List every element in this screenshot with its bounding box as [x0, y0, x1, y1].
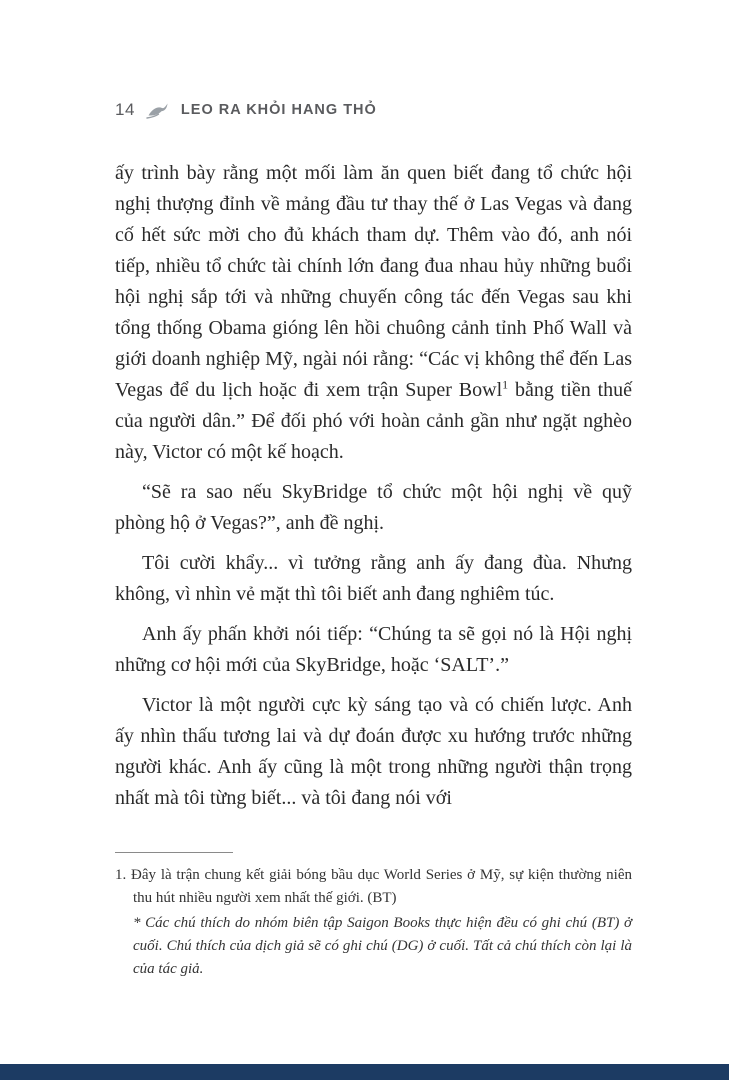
paragraph	[115, 158, 632, 468]
paragraph-text: Anh ấy phấn khởi nói tiếp: “Chúng ta sẽ gọi nó là Hội nghị những cơ hội mới của SkyBridge, hoặc ‘SALT’.”	[115, 623, 632, 676]
footnote: 1. Đây là trận chung kết giải bóng bầu dục World Series ở Mỹ, sự kiện thường niên thu hút nhiều người xem nhất thế giới. (BT)	[115, 867, 632, 906]
page-number: 14	[115, 100, 135, 119]
running-head-title: LEO RA KHỎI HANG THỎ	[180, 102, 377, 118]
paragraph-text: Tôi cười khẩy... vì tưởng rằng anh ấy đang đùa. Nhưng không, vì nhìn vẻ mặt thì tôi biết anh đang nghiêm túc.	[115, 552, 632, 605]
paragraph	[115, 619, 632, 681]
page-header	[115, 100, 630, 120]
footnotes-section	[115, 852, 632, 983]
paragraph-text: bằng tiền thuế của người dân.” Để đối phó với hoàn cảnh gần như ngặt nghèo này, Victor có một kế hoạch.	[115, 379, 632, 463]
footnote-list	[115, 864, 632, 981]
paragraph	[115, 690, 632, 814]
paragraph-text: “Sẽ ra sao nếu SkyBridge tổ chức một hội nghị về quỹ phòng hộ ở Vegas?”, anh đề nghị.	[115, 481, 632, 534]
paragraph	[115, 548, 632, 610]
paragraph-text: ấy trình bày rằng một mối làm ăn quen biết đang tổ chức hội nghị thượng đỉnh về mảng đầu tư thay thế ở Las Vegas và đang cố hết sức mời cho đủ khách tham dự. Thêm vào đó, anh nói tiếp, nhiều tổ chức tài chính lớn đang đua nhau hủy những buổi hội nghị sắp tới và những chuyến công tác đến Vegas sau khi tổng thống Obama gióng lên hồi chuông cảnh tỉnh Phố Wall và giới doanh nghiệp Mỹ, ngài nói rằng: “Các vị không thể đến Las Vegas để du lịch hoặc đi xem trận Super Bowl	[115, 162, 632, 401]
body-paragraphs	[115, 158, 632, 823]
rabbit-icon	[145, 100, 171, 120]
footnote-separator	[115, 852, 233, 853]
footnote-reference: 1	[502, 377, 509, 392]
footnote: * Các chú thích do nhóm biên tập Saigon Books thực hiện đều có ghi chú (BT) ở cuối. Chú thích của dịch giả sẽ có ghi chú (DG) ở cuối. Tất cả chú thích còn lại là của tác giả.	[133, 915, 632, 977]
paragraph	[115, 477, 632, 539]
paragraph-text: Victor là một người cực kỳ sáng tạo và có chiến lược. Anh ấy nhìn thấu tương lai và dự đoán được xu hướng trước những người khác. Anh ấy cũng là một trong những người thận trọng nhất mà tôi từng biết... và tôi đang nói với	[115, 694, 632, 809]
bottom-page-bar	[0, 1064, 729, 1080]
